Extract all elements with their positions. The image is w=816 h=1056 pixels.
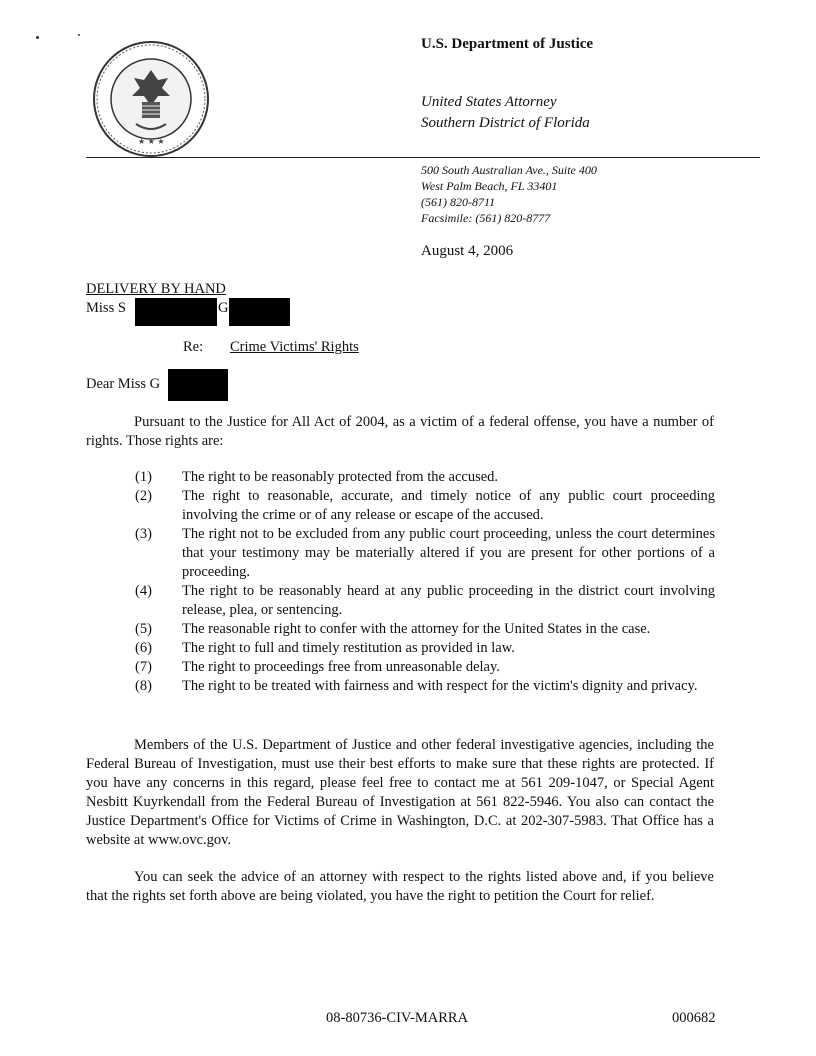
list-item — [135, 468, 715, 487]
recipient-prefix: Miss S — [86, 300, 126, 316]
recipient-mid: G — [218, 300, 229, 316]
right-text: The right not to be excluded from any public court proceeding, unless the court determines that your testimony may be materially altered if you are present for other portions of a proceeding. — [182, 526, 715, 580]
list-item — [135, 658, 715, 677]
re-label: Re: — [183, 339, 204, 355]
contacts-paragraph: Members of the U.S. Department of Justice and other federal investigative agencies, including the Federal Bureau of Investigation, must use their best efforts to make sure that these rights are protected. If you have any concerns in this regard, please feel free to contact me at 561 209-1047, or Special Agent Nesbitt Kuyrkendall from the Federal Bureau of Investigation at 561 822-5946. You also can contact the Justice Department's Office for Victims of Crime in Washington, D.C. at 202-307-5983. That Office has a website at www.ovc.gov. — [86, 737, 714, 848]
redaction-box — [229, 298, 290, 326]
delivery-method: DELIVERY BY HAND — [86, 281, 226, 297]
redaction-box — [135, 298, 217, 326]
fax-number: Facsimile: (561) 820-8777 — [421, 211, 551, 225]
right-text: The reasonable right to confer with the attorney for the United States in the case. — [182, 621, 651, 637]
svg-text:★ ★ ★: ★ ★ ★ — [138, 137, 165, 146]
scan-speck — [78, 34, 80, 36]
re-subject: Crime Victims' Rights — [230, 339, 359, 355]
right-number: (3) — [135, 526, 152, 542]
bates-number: 000682 — [672, 1010, 716, 1026]
office-name — [421, 92, 590, 134]
right-number: (2) — [135, 488, 152, 504]
salutation: Dear Miss G — [86, 376, 161, 392]
attorney-paragraph: You can seek the advice of an attorney with respect to the rights listed above and, if you believe that the rights set forth above are being violated, you have the right to petition the Court for relief. — [86, 869, 714, 904]
right-number: (8) — [135, 678, 152, 694]
right-text: The right to be reasonably protected from the accused. — [182, 469, 499, 485]
doj-seal-icon — [92, 40, 210, 158]
list-item — [135, 582, 715, 620]
phone-number: (561) 820-8711 — [421, 195, 496, 209]
office-address — [421, 162, 597, 226]
right-text: The right to be treated with fairness and with respect for the victim's dignity and privacy. — [182, 678, 698, 694]
office-line-2: Southern District of Florida — [421, 115, 590, 131]
department-name: U.S. Department of Justice — [421, 36, 594, 52]
scan-speck — [36, 36, 39, 39]
intro-paragraph: Pursuant to the Justice for All Act of 2004, as a victim of a federal offense, you have a number of rights. Those rights are: — [86, 414, 714, 449]
case-number: 08-80736-CIV-MARRA — [326, 1010, 469, 1026]
office-line-1: United States Attorney — [421, 94, 557, 110]
address-line-1: 500 South Australian Ave., Suite 400 — [421, 163, 597, 177]
right-text: The right to full and timely restitution as provided in law. — [182, 640, 515, 656]
list-item — [135, 620, 715, 639]
recipient-line — [86, 299, 126, 318]
redaction-box — [168, 369, 228, 401]
right-text: The right to be reasonably heard at any public proceeding in the district court involving release, plea, or sentencing. — [182, 583, 715, 618]
right-text: The right to proceedings free from unreasonable delay. — [182, 659, 500, 675]
right-number: (4) — [135, 583, 152, 599]
right-number: (6) — [135, 640, 152, 656]
right-text: The right to reasonable, accurate, and timely notice of any public court proceeding involving the crime or of any release or escape of the accused. — [182, 488, 715, 523]
right-number: (5) — [135, 621, 152, 637]
letter-date: August 4, 2006 — [421, 243, 514, 259]
rights-list — [135, 468, 715, 696]
letterhead-rule — [86, 157, 760, 158]
address-line-2: West Palm Beach, FL 33401 — [421, 179, 558, 193]
list-item — [135, 639, 715, 658]
right-number: (7) — [135, 659, 152, 675]
list-item — [135, 525, 715, 582]
list-item — [135, 677, 715, 696]
list-item — [135, 487, 715, 525]
right-number: (1) — [135, 469, 152, 485]
